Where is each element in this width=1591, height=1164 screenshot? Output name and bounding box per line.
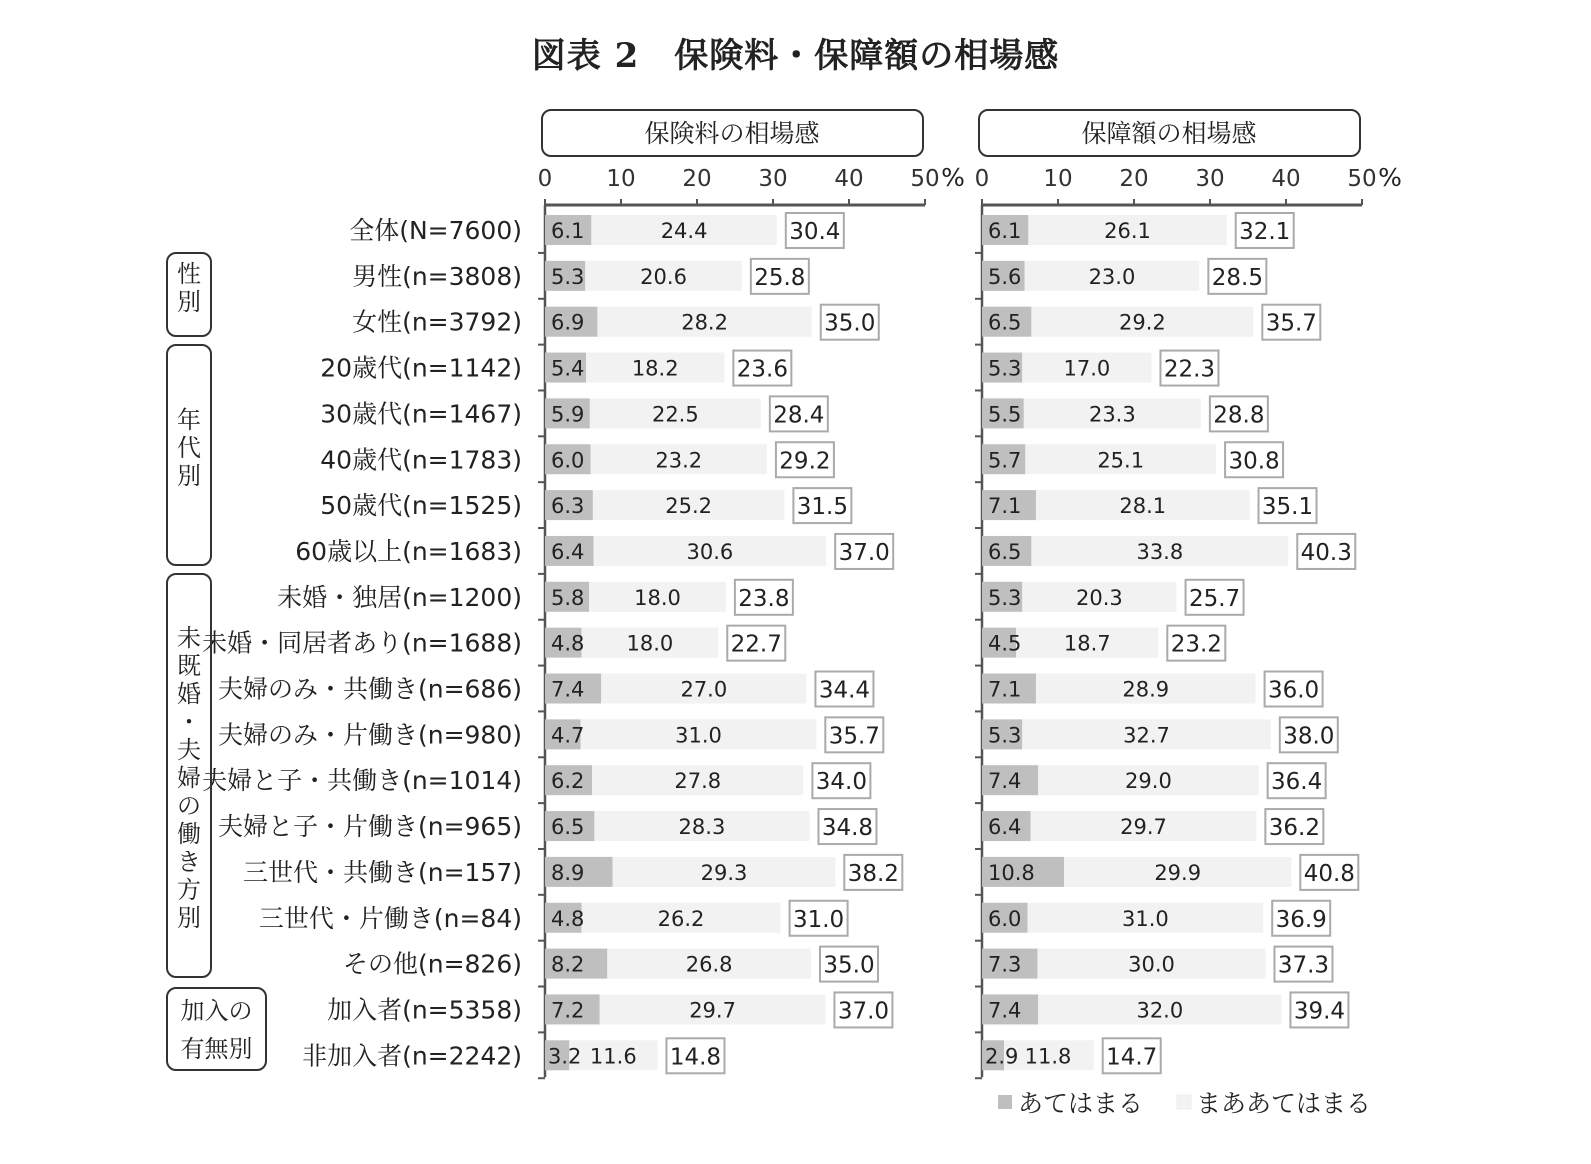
total-label: 29.2 bbox=[779, 448, 831, 475]
group-label-char: 働 bbox=[177, 820, 201, 848]
data-label-atehamaru: 5.3 bbox=[988, 585, 1022, 610]
data-label-atehamaru: 5.7 bbox=[988, 448, 1022, 473]
category-label: 全体(N=7600) bbox=[349, 216, 522, 245]
total-label: 28.8 bbox=[1213, 402, 1265, 429]
data-label-atehamaru: 6.4 bbox=[551, 539, 585, 564]
data-label-atehamaru: 6.0 bbox=[551, 448, 585, 473]
group-label-char: 年 bbox=[177, 406, 201, 434]
data-label-maaatehamaru: 18.2 bbox=[631, 356, 679, 381]
data-label-maaatehamaru: 18.0 bbox=[634, 585, 681, 610]
category-label: 50歳代(n=1525) bbox=[320, 491, 522, 521]
data-label-atehamaru: 7.4 bbox=[551, 677, 585, 702]
category-label: 加入者(n=5358) bbox=[327, 995, 522, 1025]
total-label: 28.4 bbox=[773, 402, 825, 429]
data-label-maaatehamaru: 20.6 bbox=[640, 264, 687, 289]
data-label-maaatehamaru: 29.7 bbox=[689, 998, 736, 1023]
group-label-char: 加入の bbox=[180, 997, 253, 1025]
legend-swatch-maaatehamaru bbox=[1177, 1095, 1191, 1109]
category-label: 未婚・独居(n=1200) bbox=[277, 582, 522, 612]
total-label: 22.3 bbox=[1163, 356, 1216, 383]
total-label: 37.0 bbox=[838, 539, 890, 566]
x-tick-label: 10 bbox=[1043, 166, 1073, 192]
category-label: その他(n=826) bbox=[342, 949, 522, 979]
axis-unit: % bbox=[941, 163, 965, 192]
total-label: 35.1 bbox=[1261, 494, 1314, 521]
data-label-maaatehamaru: 30.6 bbox=[686, 539, 734, 564]
legend-swatch-atehamaru bbox=[998, 1095, 1012, 1109]
category-label: 20歳代(n=1142) bbox=[320, 353, 522, 383]
data-label-atehamaru: 5.5 bbox=[988, 402, 1022, 427]
group-label-char: き bbox=[177, 848, 201, 876]
total-label: 14.8 bbox=[669, 1044, 722, 1071]
category-label: 夫婦と子・片働き(n=965) bbox=[217, 812, 522, 842]
data-label-maaatehamaru: 30.0 bbox=[1128, 952, 1175, 977]
total-label: 30.8 bbox=[1228, 448, 1280, 475]
data-label-atehamaru: 6.3 bbox=[551, 494, 585, 519]
data-label-atehamaru: 4.5 bbox=[988, 631, 1022, 656]
x-tick-label: 50 bbox=[1347, 166, 1377, 192]
data-label-atehamaru: 5.9 bbox=[551, 402, 585, 427]
group-label-char: 婚 bbox=[177, 680, 201, 708]
legend-label-maaatehamaru: まああてはまる bbox=[1196, 1089, 1372, 1118]
total-label: 39.4 bbox=[1293, 998, 1346, 1025]
panel-title: 保障額の相場感 bbox=[1081, 119, 1257, 148]
x-tick-label: 30 bbox=[758, 166, 788, 192]
data-label-maaatehamaru: 31.0 bbox=[675, 723, 722, 748]
data-label-maaatehamaru: 29.7 bbox=[1120, 815, 1167, 840]
category-label: 非加入者(n=2242) bbox=[302, 1041, 522, 1071]
group-label-char: 方 bbox=[177, 876, 201, 904]
data-label-maaatehamaru: 27.0 bbox=[680, 677, 728, 702]
total-label: 28.5 bbox=[1211, 264, 1263, 291]
total-label: 14.7 bbox=[1106, 1044, 1158, 1071]
x-tick-label: 20 bbox=[682, 166, 712, 192]
data-label-maaatehamaru: 23.3 bbox=[1088, 402, 1136, 427]
data-label-maaatehamaru: 32.7 bbox=[1123, 723, 1170, 748]
data-label-maaatehamaru: 23.2 bbox=[655, 448, 703, 473]
data-label-atehamaru: 4.8 bbox=[551, 906, 585, 931]
total-label: 37.0 bbox=[837, 998, 890, 1025]
category-label: 夫婦と子・共働き(n=1014) bbox=[202, 766, 522, 796]
data-label-atehamaru: 8.2 bbox=[551, 952, 585, 977]
total-label: 35.7 bbox=[1265, 310, 1317, 337]
total-label: 36.9 bbox=[1275, 906, 1327, 933]
total-label: 22.7 bbox=[730, 631, 782, 658]
group-label-char: 別 bbox=[177, 288, 201, 316]
data-label-maaatehamaru: 26.2 bbox=[657, 906, 705, 931]
data-label-atehamaru: 6.2 bbox=[551, 769, 585, 794]
data-label-maaatehamaru: 24.4 bbox=[660, 219, 708, 243]
data-label-atehamaru: 5.6 bbox=[988, 264, 1022, 289]
data-label-atehamaru: 6.5 bbox=[988, 539, 1022, 564]
data-label-maaatehamaru: 11.8 bbox=[1024, 1044, 1072, 1069]
total-label: 38.2 bbox=[847, 860, 899, 887]
axis-unit: % bbox=[1378, 163, 1402, 192]
data-label-maaatehamaru: 17.0 bbox=[1063, 356, 1111, 381]
total-label: 25.8 bbox=[754, 264, 806, 291]
data-label-atehamaru: 6.4 bbox=[988, 815, 1022, 840]
total-label: 40.3 bbox=[1300, 539, 1352, 566]
category-label: 40歳代(n=1783) bbox=[320, 445, 522, 475]
total-label: 23.8 bbox=[738, 585, 790, 612]
x-tick-label: 50 bbox=[910, 166, 940, 192]
group-label-char: 婦 bbox=[177, 764, 201, 792]
data-label-atehamaru: 5.3 bbox=[988, 723, 1022, 748]
data-label-atehamaru: 7.4 bbox=[988, 998, 1022, 1023]
group-label-char: 別 bbox=[177, 904, 201, 932]
category-label: 女性(n=3792) bbox=[352, 307, 522, 337]
group-label-char: 夫 bbox=[177, 736, 201, 764]
group-label-char: 既 bbox=[177, 652, 201, 680]
category-label: 夫婦のみ・共働き(n=686) bbox=[217, 674, 522, 704]
data-label-atehamaru: 5.3 bbox=[988, 356, 1022, 381]
legend-label-atehamaru: あてはまる bbox=[1018, 1089, 1144, 1118]
data-label-atehamaru: 4.7 bbox=[551, 723, 585, 748]
data-label-atehamaru: 7.3 bbox=[988, 952, 1022, 977]
data-label-atehamaru: 5.4 bbox=[551, 356, 585, 381]
total-label: 37.3 bbox=[1277, 952, 1330, 979]
total-label: 32.1 bbox=[1239, 219, 1291, 245]
data-label-maaatehamaru: 31.0 bbox=[1122, 906, 1169, 931]
data-label-maaatehamaru: 22.5 bbox=[651, 402, 699, 427]
total-label: 31.5 bbox=[796, 494, 849, 521]
data-label-atehamaru: 10.8 bbox=[988, 860, 1035, 885]
category-label: 夫婦のみ・片働き(n=980) bbox=[217, 720, 522, 750]
data-label-maaatehamaru: 28.2 bbox=[681, 310, 728, 335]
data-label-maaatehamaru: 25.2 bbox=[665, 494, 713, 519]
data-label-maaatehamaru: 29.2 bbox=[1118, 310, 1166, 335]
total-label: 23.2 bbox=[1170, 631, 1222, 658]
group-label-char: 別 bbox=[177, 462, 201, 490]
data-label-maaatehamaru: 32.0 bbox=[1136, 998, 1184, 1023]
x-tick-label: 40 bbox=[1271, 166, 1301, 192]
data-label-atehamaru: 6.1 bbox=[551, 219, 585, 243]
data-label-atehamaru: 3.2 bbox=[548, 1044, 582, 1069]
data-label-maaatehamaru: 29.0 bbox=[1125, 769, 1172, 794]
total-label: 38.0 bbox=[1283, 723, 1335, 750]
x-tick-label: 0 bbox=[974, 166, 990, 192]
total-label: 31.0 bbox=[792, 906, 845, 933]
data-label-atehamaru: 7.1 bbox=[988, 494, 1022, 519]
total-label: 34.8 bbox=[821, 815, 874, 842]
x-tick-label: 0 bbox=[537, 166, 553, 192]
data-label-atehamaru: 5.8 bbox=[551, 585, 585, 610]
group-label-char: の bbox=[177, 792, 201, 820]
group-label-char: 有無別 bbox=[180, 1035, 253, 1063]
data-label-maaatehamaru: 25.1 bbox=[1097, 448, 1145, 473]
category-label: 60歳以上(n=1683) bbox=[295, 536, 522, 566]
total-label: 40.8 bbox=[1303, 860, 1355, 887]
data-label-maaatehamaru: 18.7 bbox=[1063, 631, 1111, 656]
data-label-maaatehamaru: 28.3 bbox=[678, 815, 726, 840]
data-label-atehamaru: 7.1 bbox=[988, 677, 1022, 702]
category-label: 男性(n=3808) bbox=[352, 261, 522, 291]
group-label-char: 未 bbox=[177, 624, 201, 652]
x-tick-label: 20 bbox=[1119, 166, 1149, 192]
data-label-atehamaru: 6.5 bbox=[988, 310, 1022, 335]
total-label: 36.4 bbox=[1271, 769, 1323, 796]
data-label-maaatehamaru: 26.8 bbox=[685, 952, 733, 977]
category-label: 30歳代(n=1467) bbox=[320, 399, 522, 429]
x-tick-label: 10 bbox=[606, 166, 636, 192]
total-label: 35.7 bbox=[828, 723, 880, 750]
category-label: 未婚・同居者あり(n=1688) bbox=[202, 628, 522, 658]
figure-title: 図表 2 保険料・保障額の相場感 bbox=[531, 36, 1060, 76]
data-label-maaatehamaru: 28.9 bbox=[1122, 677, 1170, 702]
data-label-atehamaru: 5.3 bbox=[551, 264, 585, 289]
data-label-maaatehamaru: 20.3 bbox=[1076, 585, 1123, 610]
total-label: 23.6 bbox=[736, 356, 788, 383]
data-label-atehamaru: 7.4 bbox=[988, 769, 1022, 794]
panel-title: 保険料の相場感 bbox=[644, 119, 820, 148]
x-tick-label: 30 bbox=[1195, 166, 1225, 192]
total-label: 35.0 bbox=[824, 310, 876, 337]
data-label-atehamaru: 4.8 bbox=[551, 631, 585, 656]
data-label-maaatehamaru: 28.1 bbox=[1119, 494, 1167, 519]
total-label: 35.0 bbox=[823, 952, 875, 979]
group-label-char: ・ bbox=[177, 708, 201, 736]
data-label-atehamaru: 6.9 bbox=[551, 310, 585, 335]
data-label-maaatehamaru: 11.6 bbox=[589, 1044, 637, 1069]
data-label-atehamaru: 6.1 bbox=[988, 219, 1022, 243]
data-label-maaatehamaru: 33.8 bbox=[1136, 539, 1184, 564]
category-label: 三世代・共働き(n=157) bbox=[242, 857, 522, 887]
data-label-atehamaru: 6.5 bbox=[551, 815, 585, 840]
data-label-maaatehamaru: 29.3 bbox=[700, 860, 748, 885]
total-label: 30.4 bbox=[789, 219, 841, 245]
data-label-atehamaru: 8.9 bbox=[551, 860, 585, 885]
total-label: 36.0 bbox=[1267, 677, 1320, 704]
total-label: 34.0 bbox=[815, 769, 868, 796]
category-label: 三世代・片働き(n=84) bbox=[258, 903, 522, 933]
data-label-atehamaru: 2.9 bbox=[985, 1044, 1019, 1069]
data-label-maaatehamaru: 27.8 bbox=[674, 769, 722, 794]
data-label-maaatehamaru: 29.9 bbox=[1154, 860, 1202, 885]
data-label-atehamaru: 7.2 bbox=[551, 998, 585, 1023]
total-label: 36.2 bbox=[1268, 815, 1320, 842]
data-label-atehamaru: 6.0 bbox=[988, 906, 1022, 931]
data-label-maaatehamaru: 23.0 bbox=[1088, 264, 1136, 289]
data-label-maaatehamaru: 26.1 bbox=[1104, 219, 1151, 243]
total-label: 34.4 bbox=[818, 677, 871, 704]
data-label-maaatehamaru: 18.0 bbox=[626, 631, 674, 656]
x-tick-label: 40 bbox=[834, 166, 864, 192]
total-label: 25.7 bbox=[1188, 585, 1241, 612]
group-label-char: 代 bbox=[177, 434, 201, 462]
group-label-char: 性 bbox=[177, 260, 201, 288]
